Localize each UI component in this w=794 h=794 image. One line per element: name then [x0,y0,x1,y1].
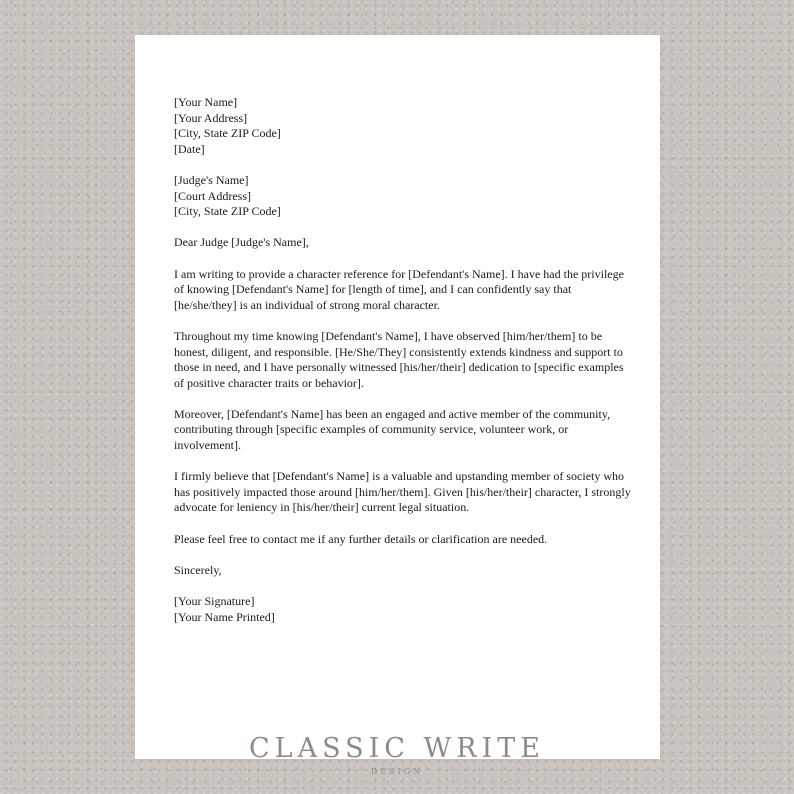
closing: Sincerely, [174,562,222,577]
sender-address-block [174,95,634,157]
recipient-name: [Judge's Name] [174,172,249,187]
sender-address: [Your Address] [174,110,248,125]
recipient-city-state-zip: [City, State ZIP Code] [174,204,281,219]
recipient-address: [Court Address] [174,188,251,203]
sender-name: [Your Name] [174,95,238,109]
signature-block [174,594,634,625]
body-paragraph: I am writing to provide a character reference for [Defendant's Name]. I have had the privilege of knowing [Defendant's Name] for [length of time], and I can confidently say that [he/she/they] is an individual of strong moral character. [174,266,624,312]
recipient-address-block [174,173,634,220]
signature-line: [Your Signature] [174,594,255,608]
salutation: Dear Judge [Judge's Name], [174,235,309,250]
sender-city-state-zip: [City, State ZIP Code] [174,126,281,141]
brand-logo-subtitle: DESIGN [370,767,424,776]
body-paragraph: Throughout my time knowing [Defendant's Name], I have observed [him/her/them] to be honest, diligent, and responsible. [He/She/They] consistently extends kindness and support to those in need, and I have personally witnessed [his/her/their] dedication to [specific examples of positive character traits or behavior]. [174,328,624,390]
brand-logo-title: CLASSIC WRITE [249,733,545,764]
letter-date: [Date] [174,141,205,156]
body-paragraph: Please feel free to contact me if any further details or clarification are needed. [174,531,548,546]
body-paragraph: I firmly believe that [Defendant's Name] is a valuable and upstanding member of society who has positively impacted those around [him/her/them]. Given [his/her/their] character, I strongly advocate for leniency in [his/her/their] current legal situation. [174,469,631,515]
printed-name: [Your Name Printed] [174,609,275,624]
letter-body [174,95,634,641]
body-paragraph: Moreover, [Defendant's Name] has been an engaged and active member of the community, contributing through [specific examples of community service, volunteer work, or involvement]. [174,406,611,453]
